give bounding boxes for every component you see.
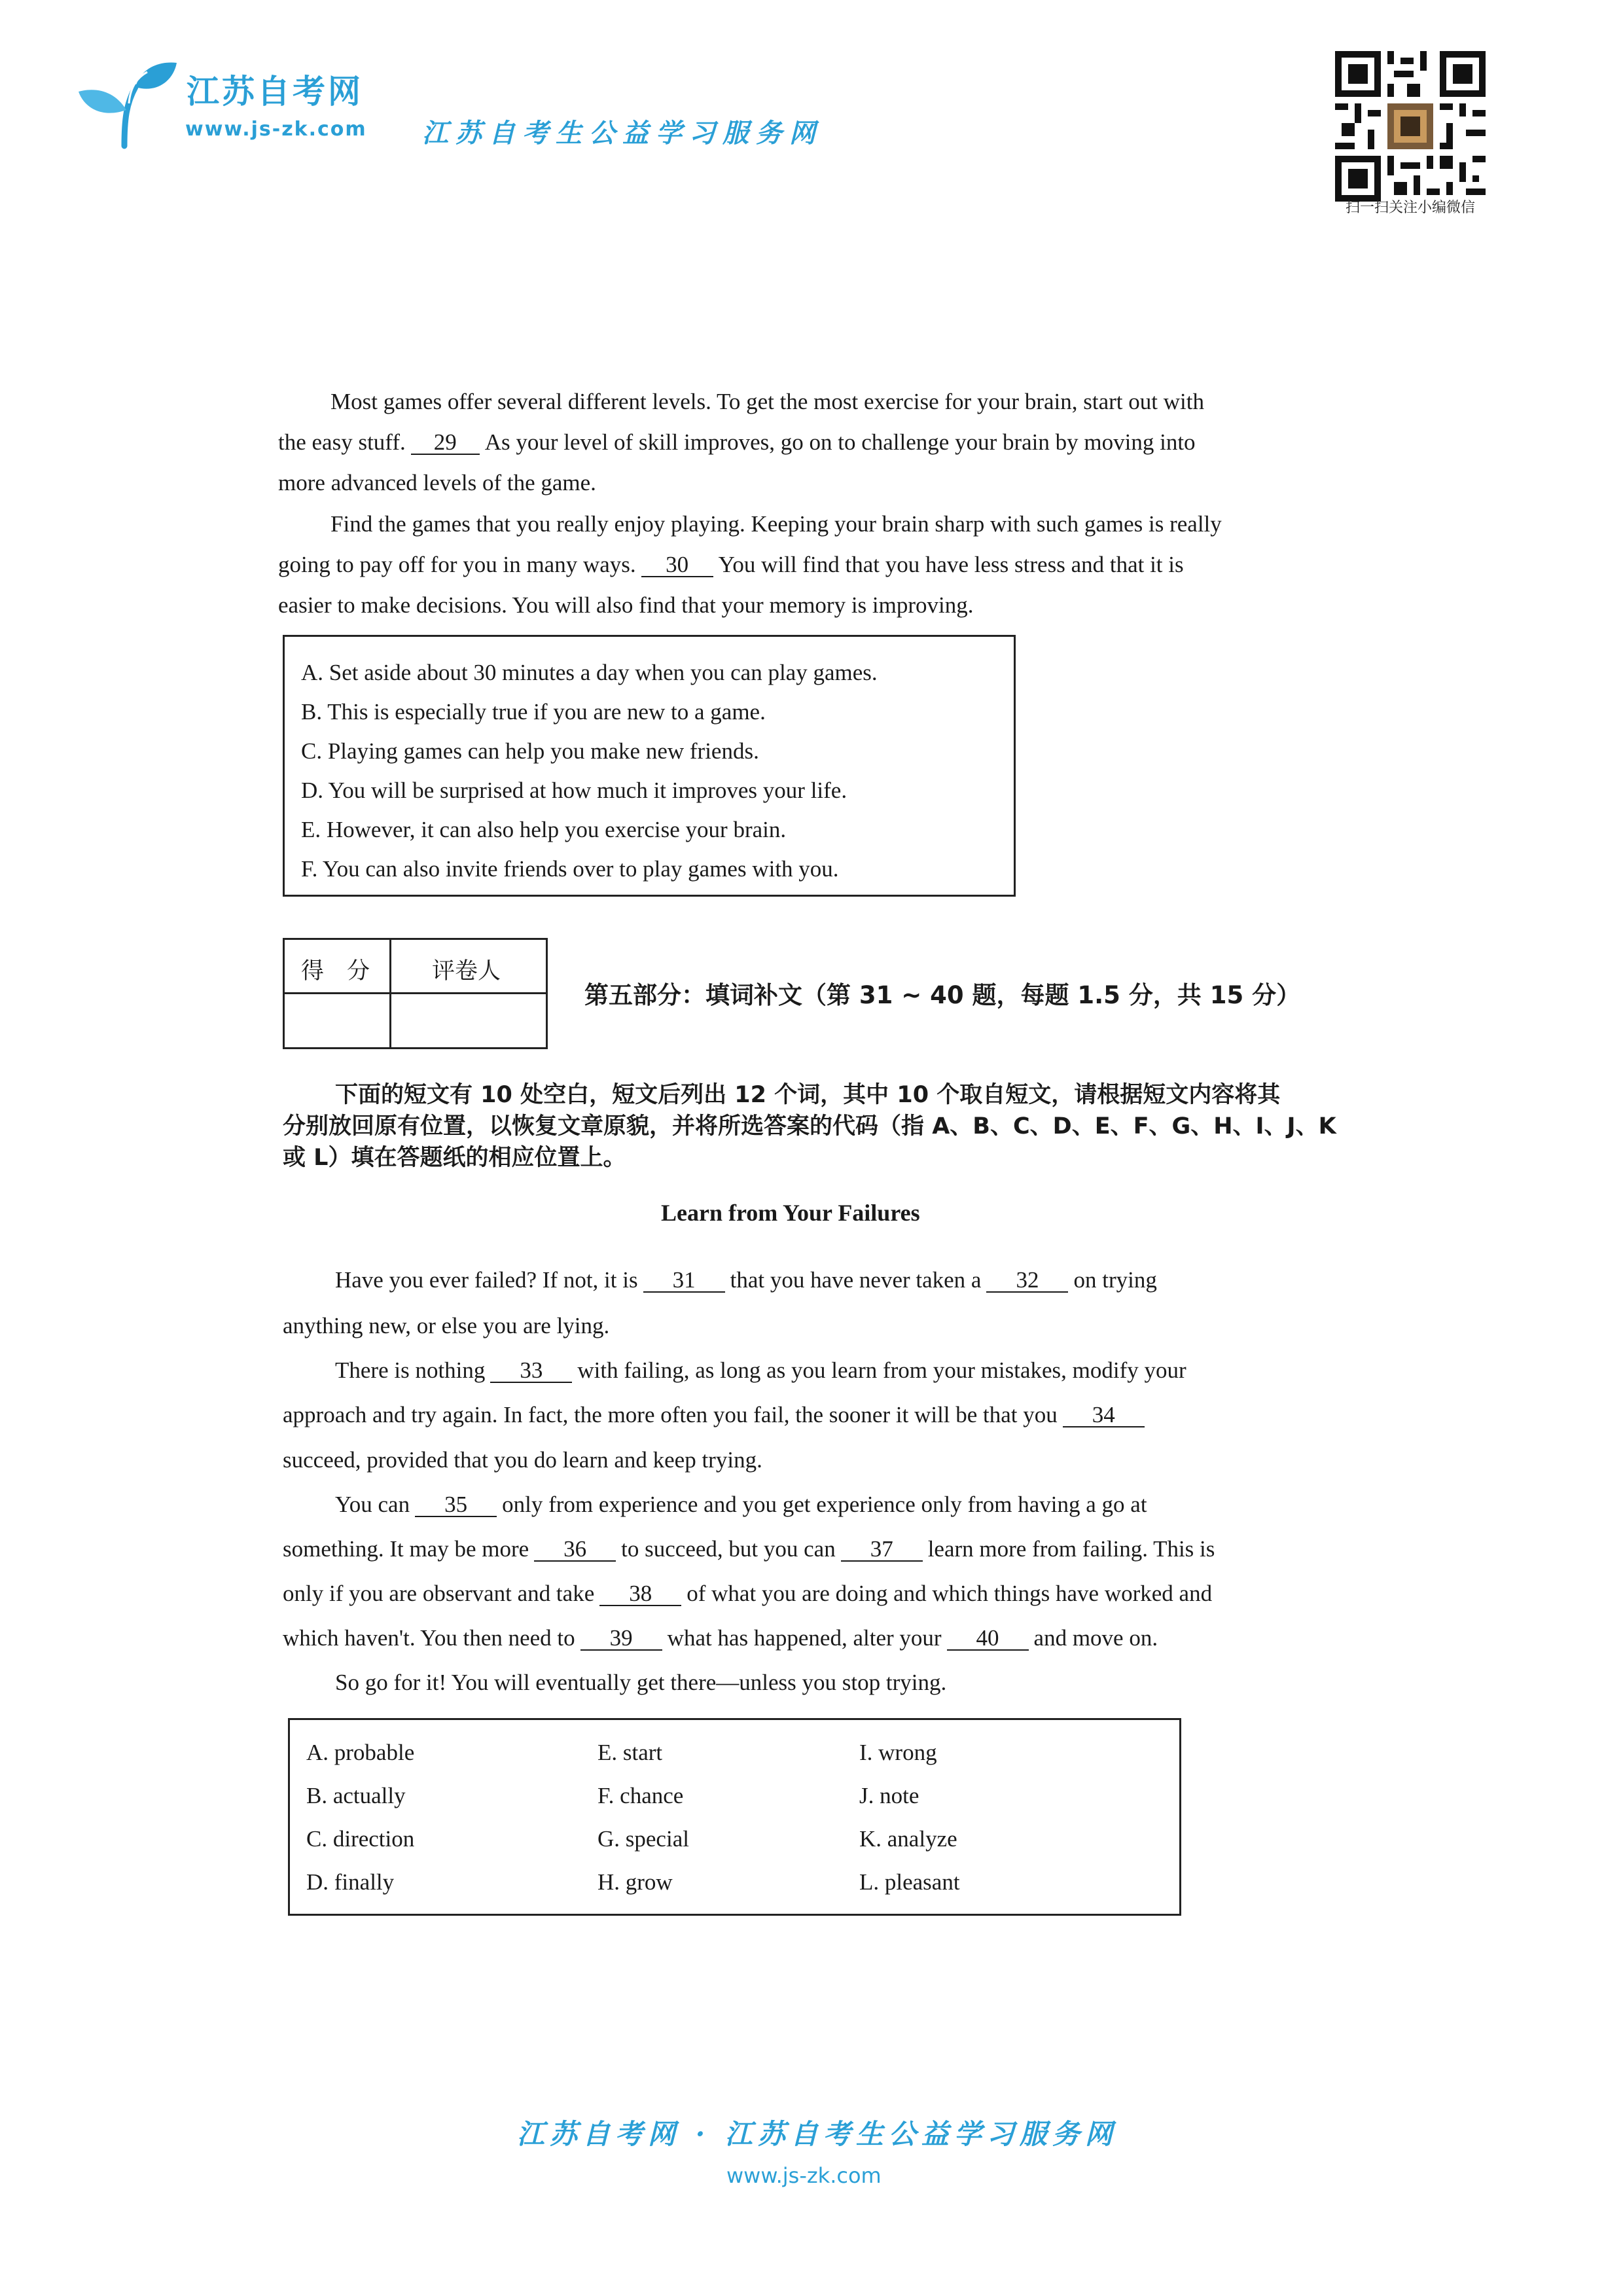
header-slogan: 江苏自考生公益学习服务网	[422, 118, 823, 149]
logo-sprout-icon	[75, 58, 183, 149]
para1-line2: the easy stuff. 29 As your level of skill improves, go on to challenge your brain by moving into	[278, 429, 1196, 455]
para1-line3: more advanced levels of the game.	[278, 470, 596, 495]
grader-label: 评卷人	[432, 958, 501, 984]
blank-30[interactable]: 30	[641, 554, 713, 577]
para2-line3: easier to make decisions. You will also find that your memory is improving.	[278, 592, 974, 618]
instructions-line1: 下面的短文有 10 处空白，短文后列出 12 个词，其中 10 个取自短文，请根据短文内容将其	[335, 1082, 1281, 1108]
para2-line2: going to pay off for you in many ways. 30 You will find that you have less stress and that it is	[278, 552, 1184, 577]
option-d[interactable]: D. You will be surprised at how much it improves your life.	[301, 778, 847, 803]
choice-c[interactable]: C. direction	[306, 1826, 415, 1852]
qr-caption: 扫一扫关注小编微信	[1345, 200, 1475, 216]
blank-37[interactable]: 37	[841, 1538, 923, 1562]
choice-b[interactable]: B. actually	[306, 1783, 406, 1808]
score-table	[283, 938, 548, 1049]
choice-l[interactable]: L. pleasant	[859, 1869, 960, 1895]
passage-p4: So go for it! You will eventually get there—unless you stop trying.	[335, 1670, 947, 1695]
passage-p3-line1: You can 35 only from experience and you get experience only from having a go at	[335, 1492, 1147, 1517]
blank-38[interactable]: 38	[599, 1583, 681, 1606]
choice-h[interactable]: H. grow	[597, 1869, 673, 1895]
blank-34[interactable]: 34	[1063, 1404, 1145, 1427]
blank-33[interactable]: 33	[490, 1359, 572, 1383]
choice-a[interactable]: A. probable	[306, 1740, 415, 1765]
choice-k[interactable]: K. analyze	[859, 1826, 957, 1852]
choice-i[interactable]: I. wrong	[859, 1740, 937, 1765]
blank-35[interactable]: 35	[415, 1494, 497, 1517]
passage-p3-line4: which haven't. You then need to 39 what has happened, alter your 40 and move on.	[283, 1625, 1158, 1651]
section5-title: 第五部分：填词补文（第 31 ~ 40 题，每题 1.5 分，共 15 分）	[584, 981, 1301, 1009]
choice-g[interactable]: G. special	[597, 1826, 689, 1852]
para2-line1: Find the games that you really enjoy playing. Keeping your brain sharp with such games is really	[330, 511, 1222, 537]
option-b[interactable]: B. This is especially true if you are new to a game.	[301, 699, 766, 725]
passage-p2-line2: approach and try again. In fact, the more often you fail, the sooner it will be that you 34	[283, 1395, 1150, 1435]
word-choices-box	[288, 1718, 1181, 1916]
site-url[interactable]: www.js-zk.com	[185, 118, 367, 141]
options-box-a-f	[283, 635, 1016, 897]
choice-j[interactable]: J. note	[859, 1783, 919, 1808]
footer-slogan: 江苏自考网 · 江苏自考生公益学习服务网	[517, 2118, 1118, 2150]
option-a[interactable]: A. Set aside about 30 minutes a day when you can play games.	[301, 660, 878, 685]
instructions-line2: 分别放回原有位置，以恢复文章原貌，并将所选答案的代码（指 A、B、C、D、E、F、G、H、I、J、K	[283, 1113, 1336, 1139]
instructions-line3: 或 L）填在答题纸的相应位置上。	[283, 1145, 626, 1171]
option-c[interactable]: C. Playing games can help you make new friends.	[301, 738, 759, 764]
passage-p2-line1: There is nothing 33 with failing, as long as you learn from your mistakes, modify your	[335, 1357, 1186, 1383]
grader-input[interactable]	[391, 994, 547, 1049]
passage-p3-line2: something. It may be more 36 to succeed, but you can 37 learn more from failing. This is	[283, 1536, 1215, 1562]
site-name: 江苏自考网	[187, 73, 363, 111]
qr-code-icon	[1335, 51, 1486, 202]
choice-d[interactable]: D. finally	[306, 1869, 395, 1895]
score-label: 得 分	[301, 958, 370, 984]
choice-f[interactable]: F. chance	[597, 1783, 684, 1808]
passage-p3-line3: only if you are observant and take 38 of what you are doing and which things have worked and	[283, 1581, 1213, 1606]
option-e[interactable]: E. However, it can also help you exercise your brain.	[301, 817, 787, 842]
passage-p1-line1: Have you ever failed? If not, it is 31 that you have never taken a 32 on trying	[335, 1267, 1157, 1293]
blank-32[interactable]: 32	[986, 1269, 1068, 1293]
option-f[interactable]: F. You can also invite friends over to play games with you.	[301, 856, 839, 882]
para1-line1: Most games offer several different levels. To get the most exercise for your brain, start out with	[330, 389, 1204, 414]
blank-36[interactable]: 36	[534, 1538, 616, 1562]
score-input[interactable]	[285, 994, 389, 1049]
blank-40[interactable]: 40	[947, 1627, 1029, 1651]
passage-p2-line3: succeed, provided that you do learn and keep trying.	[283, 1447, 762, 1473]
passage-p1-line2: anything new, or else you are lying.	[283, 1313, 610, 1338]
footer-url[interactable]: www.js-zk.com	[726, 2163, 882, 2188]
blank-29[interactable]: 29	[411, 431, 480, 455]
choice-e[interactable]: E. start	[597, 1740, 663, 1765]
passage-title: Learn from Your Failures	[661, 1200, 920, 1226]
blank-39[interactable]: 39	[580, 1627, 662, 1651]
blank-31[interactable]: 31	[643, 1269, 725, 1293]
